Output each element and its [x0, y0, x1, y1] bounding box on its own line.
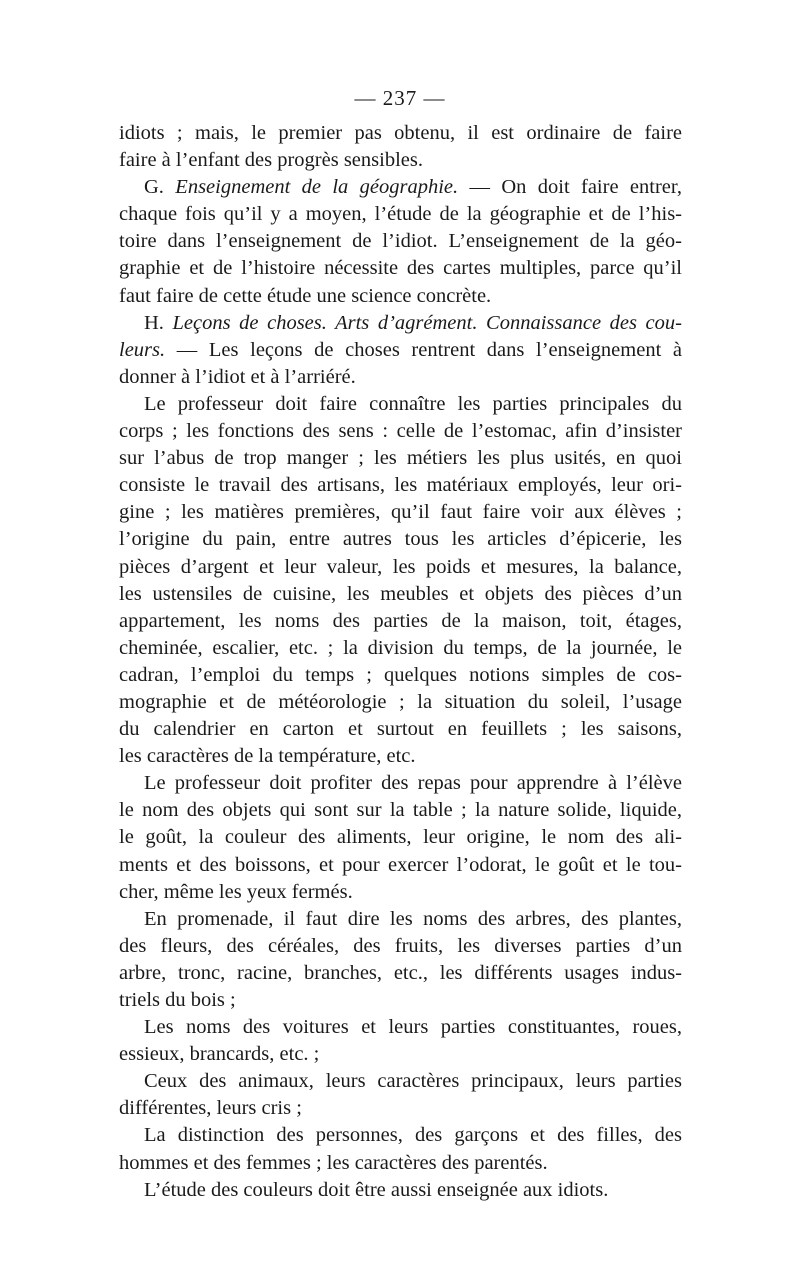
text-line: le goût, la couleur des aliments, leur origine, le nom des ali- [119, 826, 682, 849]
text-line: gine ; les matières premières, qu’il faut faire voir aux élèves ; [119, 501, 682, 524]
page-number: — 237 — [354, 86, 446, 110]
text-line [119, 337, 682, 364]
text-line: faut faire de cette étude une science concrète. [119, 284, 492, 307]
line-text: — Les leçons de choses rentrent dans l’enseignement à [165, 338, 682, 361]
text-line [119, 174, 682, 201]
text-line: corps ; les fonctions des sens : celle de l’estomac, afin d’insister [119, 420, 682, 443]
text-line: essieux, brancards, etc. ; [119, 1043, 320, 1066]
text-line: idiots ; mais, le premier pas obtenu, il est ordinaire de faire [119, 122, 682, 144]
text-line: les caractères de la température, etc. [119, 745, 416, 768]
text-line: En promenade, il faut dire les noms des arbres, des plantes, [144, 907, 682, 930]
text-line: l’origine du pain, entre autres tous les articles d’épicerie, les [119, 528, 682, 551]
text-line: Ceux des animaux, leurs caractères principaux, leurs parties [144, 1070, 682, 1093]
body-text [119, 120, 682, 1204]
text-line: consiste le travail des artisans, les matériaux employés, leur ori- [119, 474, 682, 497]
text-line: des fleurs, des céréales, des fruits, les diverses parties d’un [119, 934, 682, 957]
text-line: différentes, leurs cris ; [119, 1097, 302, 1120]
section-heading: leurs. [119, 338, 166, 361]
section-letter: H. [144, 311, 173, 334]
text-line [119, 310, 682, 337]
text-line: La distinction des personnes, des garçons et des filles, des [144, 1124, 682, 1147]
text-line: le nom des objets qui sont sur la table ; la nature solide, liquide, [119, 799, 682, 822]
text-line: cher, même les yeux fermés. [119, 880, 353, 903]
text-line: donner à l’idiot et à l’arriéré. [119, 365, 356, 388]
text-line: arbre, tronc, racine, branches, etc., les différents usages indus- [119, 961, 682, 984]
text-line: du calendrier en carton et surtout en feuillets ; les saisons, [119, 718, 682, 741]
text-line: pièces d’argent et leur valeur, les poids et mesures, la balance, [119, 555, 682, 578]
text-line: hommes et des femmes ; les caractères des parentés. [119, 1151, 548, 1174]
section-heading: Leçons de choses. Arts d’agrément. Connaissance des cou- [172, 311, 682, 334]
text-line: Le professeur doit faire connaître les parties principales du [144, 392, 682, 415]
line-text: — On doit faire entrer, [458, 176, 682, 199]
text-line: toire dans l’enseignement de l’idiot. L’enseignement de la géo- [119, 230, 682, 253]
text-line: sur l’abus de trop manger ; les métiers les plus usités, en quoi [119, 447, 682, 470]
text-line: mographie et de météorologie ; la situation du soleil, l’usage [119, 690, 682, 713]
text-line: les ustensiles de cuisine, les meubles et objets des pièces d’un [119, 582, 682, 605]
section-letter: G. [144, 176, 176, 199]
text-line: ments et des boissons, et pour exercer l’odorat, le goût et le tou- [119, 853, 682, 876]
text-line: cadran, l’emploi du temps ; quelques notions simples de cos- [119, 663, 682, 686]
text-line: chaque fois qu’il y a moyen, l’étude de la géographie et de l’his- [119, 203, 682, 226]
text-line: L’étude des couleurs doit être aussi enseignée aux idiots. [144, 1178, 609, 1201]
text-line: cheminée, escalier, etc. ; la division du temps, de la journée, le [119, 636, 682, 659]
text-line: appartement, les noms des parties de la maison, toit, étages, [119, 609, 682, 632]
text-line: graphie et de l’histoire nécessite des cartes multiples, parce qu’il [119, 257, 682, 280]
text-line: Les noms des voitures et leurs parties constituantes, roues, [144, 1016, 682, 1039]
section-heading: Enseignement de la géographie. [175, 176, 459, 199]
text-line: Le professeur doit profiter des repas pour apprendre à l’élève [144, 772, 682, 795]
text-line: faire à l’enfant des progrès sensibles. [119, 149, 423, 172]
text-line: triels du bois ; [119, 989, 236, 1011]
